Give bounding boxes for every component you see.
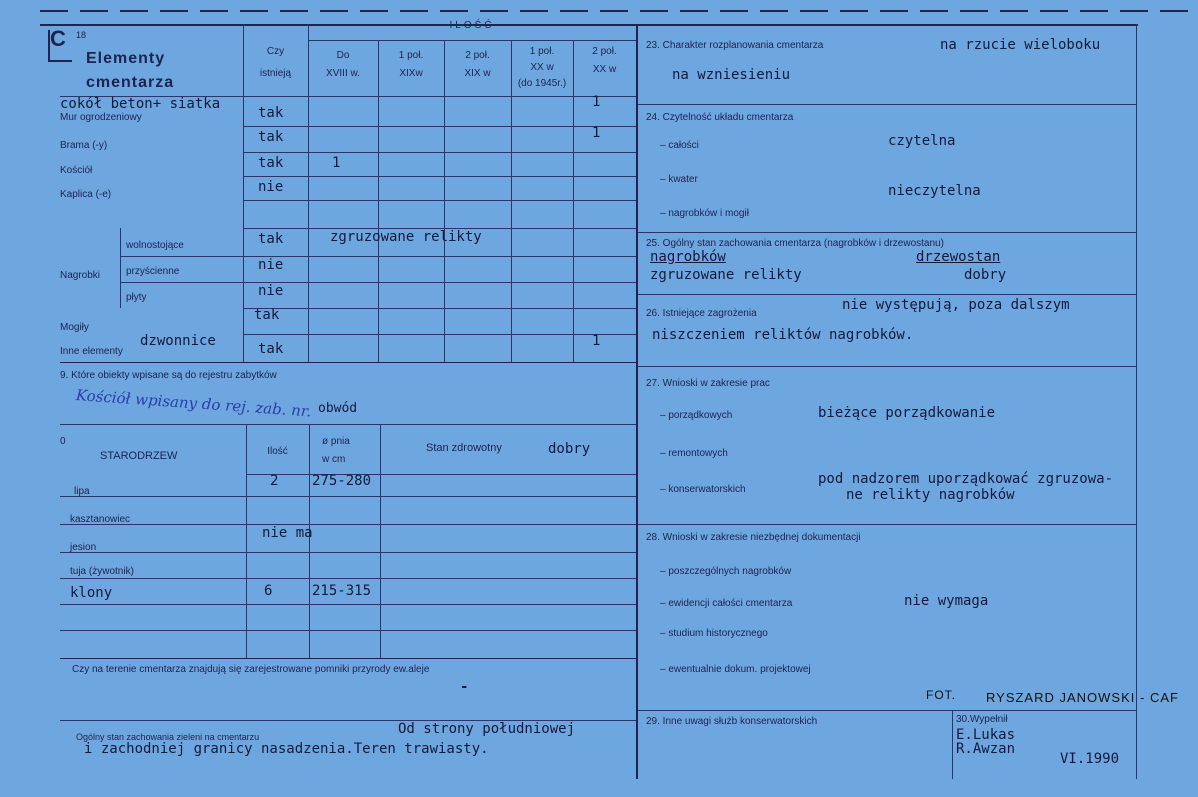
dash-segment bbox=[1120, 10, 1148, 12]
trees-row-line bbox=[60, 552, 636, 553]
trees-row-line bbox=[60, 630, 636, 631]
church-exists: tak bbox=[258, 155, 284, 171]
trees-section-no: 0 bbox=[60, 436, 66, 447]
trees-title: STARODRZEW bbox=[100, 450, 178, 462]
dash-segment bbox=[400, 10, 428, 12]
dash-segment bbox=[280, 10, 308, 12]
mogily-exists: tak bbox=[254, 307, 280, 323]
period-2-line2: XIXw bbox=[399, 68, 423, 79]
trees-health-value: dobry bbox=[548, 441, 591, 457]
q26-value-1: nie występują, poza dalszym bbox=[842, 297, 1070, 313]
trees-row-line bbox=[60, 604, 636, 605]
q27-conservation-value-2: ne relikty nagrobków bbox=[846, 487, 1015, 503]
trees-row-line bbox=[60, 496, 636, 497]
q28-evidence-value: nie wymaga bbox=[904, 593, 989, 609]
other-label: Inne elementy bbox=[60, 346, 123, 357]
period-3-line2: XIX w bbox=[464, 68, 491, 79]
period-4-line3: (do 1945r.) bbox=[517, 78, 567, 89]
dash-segment bbox=[160, 10, 188, 12]
period-4-line1: 1 poł. bbox=[529, 46, 555, 57]
register-handwritten: Kościół wpisany do rej. zab. nr. bbox=[75, 386, 312, 421]
greenery-label: Ogólny stan zachowania zieleni na cmentarzu bbox=[76, 732, 260, 742]
tree-qty-klony: 6 bbox=[264, 583, 273, 599]
mogily-label: Mogiły bbox=[60, 322, 89, 333]
greenery-value-1: Od strony południowej bbox=[398, 721, 576, 737]
period-5-line2: XX w bbox=[592, 64, 617, 75]
other-typed-label: dzwonnice bbox=[140, 333, 216, 349]
q24-graves-label: – nagrobków i mogił bbox=[660, 208, 749, 219]
trees-diam-header-2: w cm bbox=[322, 454, 346, 465]
grid-quantity-line bbox=[308, 40, 636, 41]
dash-segment bbox=[40, 10, 68, 12]
tree-name-klony: klony bbox=[70, 585, 113, 601]
trees-bottom-line bbox=[60, 658, 636, 659]
wall-label: Mur ogrodzeniowy bbox=[60, 112, 142, 123]
dash-segment bbox=[680, 10, 708, 12]
church-count: 1 bbox=[332, 155, 341, 171]
trees-top-line bbox=[60, 424, 636, 425]
graves-free-exists: tak bbox=[258, 231, 284, 247]
chapel-exists: nie bbox=[258, 179, 284, 195]
corner-letter: C bbox=[50, 26, 67, 51]
q26-value-2: niszczeniem reliktów nagrobków. bbox=[652, 327, 914, 343]
trees-row-line bbox=[246, 474, 636, 475]
graves-free-note: zgruzowane relikty bbox=[330, 229, 482, 245]
grid-row-line bbox=[120, 256, 636, 257]
period-5-line1: 2 poł. bbox=[592, 46, 617, 57]
dash-segment bbox=[320, 10, 348, 12]
q29-label: 29. Inne uwagi służb konserwatorskich bbox=[646, 716, 818, 727]
dash-segment bbox=[640, 10, 668, 12]
dash-segment bbox=[840, 10, 868, 12]
period-3-line1: 2 poł. bbox=[465, 50, 490, 61]
right-sep-24 bbox=[638, 232, 1136, 233]
q28-project-label: – ewentualnie dokum. projektowej bbox=[660, 664, 811, 675]
dash-segment bbox=[520, 10, 548, 12]
dash-segment bbox=[1160, 10, 1188, 12]
q27-conservation-label: – konserwatorskich bbox=[660, 484, 746, 495]
page-number: 18 bbox=[76, 30, 87, 40]
grid-row-line bbox=[243, 334, 636, 335]
graves-slab-label: płyty bbox=[126, 292, 147, 303]
elements-title-1: Elementy bbox=[86, 50, 166, 67]
exists-header-2: istnieją bbox=[259, 68, 292, 79]
card-right-border bbox=[1136, 24, 1137, 779]
right-sep-28 bbox=[638, 710, 1136, 711]
grid-row-line bbox=[243, 152, 636, 153]
grid-graves-sub-col bbox=[120, 228, 121, 308]
q27-repair-label: – remontowych bbox=[660, 448, 728, 459]
wall-count: 1 bbox=[592, 94, 601, 110]
right-col-30 bbox=[952, 710, 953, 779]
tree-name-lipa: lipa bbox=[74, 486, 90, 497]
period-1-line2: XVIII w. bbox=[326, 68, 360, 79]
trees-diam-header-1: ø pnia bbox=[322, 436, 350, 447]
graves-wall-label: przyścienne bbox=[126, 266, 180, 277]
period-1-line1: Do bbox=[336, 50, 350, 61]
exists-header-1: Czy bbox=[266, 46, 285, 57]
grid-row-line bbox=[243, 176, 636, 177]
trees-col-qty bbox=[246, 424, 247, 658]
register-question: 9. Które obiekty wpisane są do rejestru zabytków bbox=[60, 370, 277, 381]
q24-whole-value: czytelna bbox=[888, 133, 956, 149]
tree-name-tuja: tuja (żywotnik) bbox=[70, 566, 134, 577]
graves-free-label: wolnostojące bbox=[126, 240, 184, 251]
q24-quarters-value: nieczytelna bbox=[888, 183, 981, 199]
church-label: Kościół bbox=[60, 165, 93, 176]
right-sep-23 bbox=[638, 104, 1136, 105]
graves-wall-exists: nie bbox=[258, 257, 284, 273]
q28-graves-label: – poszczególnych nagrobków bbox=[660, 566, 792, 577]
trees-circumference: obwód bbox=[318, 401, 358, 416]
dash-segment bbox=[960, 10, 988, 12]
photo-credit: RYSZARD JANOWSKI - CAF bbox=[986, 690, 1179, 705]
q30-name-2: R.Awzan bbox=[956, 741, 1016, 757]
q28-evidence-label: – ewidencji całości cmentarza bbox=[660, 598, 793, 609]
tree-qty-lipa: 2 bbox=[270, 473, 279, 489]
tree-diam-lipa: 275-280 bbox=[312, 473, 372, 489]
dash-segment bbox=[360, 10, 388, 12]
q28-history-label: – studium historycznego bbox=[660, 628, 768, 639]
grid-row-line bbox=[243, 126, 636, 127]
dash-segment bbox=[760, 10, 788, 12]
photo-prefix: FOT. bbox=[926, 688, 956, 702]
wall-exists: tak bbox=[258, 105, 284, 121]
right-sep-26 bbox=[638, 366, 1136, 367]
dash-segment bbox=[80, 10, 108, 12]
dash-segment bbox=[1040, 10, 1068, 12]
dash-segment bbox=[800, 10, 828, 12]
dash-segment bbox=[120, 10, 148, 12]
q27-label: 27. Wnioski w zakresie prac bbox=[646, 378, 770, 389]
grid-row-line bbox=[120, 282, 636, 283]
q27-conservation-value-1: pod nadzorem uporządkować zgruzowa- bbox=[818, 471, 1114, 487]
q24-whole-label: – całości bbox=[660, 140, 699, 151]
q25-graves-value: zgruzowane relikty bbox=[650, 267, 802, 283]
right-sep-25 bbox=[638, 294, 1136, 295]
elements-title-2: cmentarza bbox=[86, 74, 175, 91]
other-exists: tak bbox=[258, 341, 284, 357]
q25-trees-value: dobry bbox=[964, 267, 1007, 283]
wall-typed-label: cokół beton+ siatka bbox=[60, 96, 221, 112]
period-2-line1: 1 poł. bbox=[398, 50, 424, 61]
other-count: 1 bbox=[592, 333, 601, 349]
q30-date: VI.1990 bbox=[1060, 751, 1120, 767]
q30-label: 30.Wypełnił bbox=[956, 714, 1008, 725]
trees-row-line bbox=[60, 524, 636, 525]
chapel-label: Kaplica (-e) bbox=[60, 189, 112, 200]
gate-count: 1 bbox=[592, 125, 601, 141]
greenery-value-2: i zachodniej granicy nasadzenia.Teren trawiasty. bbox=[84, 741, 489, 757]
q24-label: 24. Czytelność układu cmentarza bbox=[646, 112, 794, 123]
trees-qty-header: Ilość bbox=[267, 446, 288, 457]
grid-table-bottom bbox=[60, 362, 636, 363]
grid-row-line bbox=[243, 308, 636, 309]
q30-name-1: E.Lukas bbox=[956, 727, 1016, 743]
nature-question: Czy na terenie cmentarza znajdują się zarejestrowane pomniki przyrody ew.aleje bbox=[72, 664, 430, 675]
dash-segment bbox=[440, 10, 468, 12]
q25-label: 25. Ogólny stan zachowania cmentarza (nagrobków i drzewostanu) bbox=[646, 238, 944, 249]
q25-trees-head: drzewostan bbox=[916, 249, 1001, 265]
dash-segment bbox=[720, 10, 748, 12]
q27-cleanup-value: bieżące porządkowanie bbox=[818, 405, 996, 421]
grid-row-line bbox=[243, 200, 636, 201]
dash-segment bbox=[1000, 10, 1028, 12]
q23-value-1: na rzucie wieloboku bbox=[940, 37, 1101, 53]
trees-health-header: Stan zdrowotny bbox=[426, 442, 502, 454]
q26-label: 26. Istniejące zagrożenia bbox=[646, 308, 757, 319]
trees-row-line bbox=[60, 578, 636, 579]
q27-cleanup-label: – porządkowych bbox=[660, 410, 733, 421]
q23-value-2: na wzniesieniu bbox=[672, 67, 791, 83]
q24-quarters-label: – kwater bbox=[660, 174, 698, 185]
graves-slab-exists: nie bbox=[258, 283, 284, 299]
quantity-header: ILOŚĆ bbox=[449, 20, 495, 31]
dash-segment bbox=[1080, 10, 1108, 12]
dash-segment bbox=[240, 10, 268, 12]
dash-segment bbox=[480, 10, 508, 12]
gate-exists: tak bbox=[258, 129, 284, 145]
right-sep-27 bbox=[638, 524, 1136, 525]
q28-label: 28. Wnioski w zakresie niezbędnej dokumentacji bbox=[646, 532, 861, 543]
nature-value: - bbox=[460, 679, 469, 695]
tree-name-kasztanowiec: kasztanowiec bbox=[70, 514, 131, 525]
grid-col-p5 bbox=[573, 40, 574, 362]
q23-label: 23. Charakter rozplanowania cmentarza bbox=[646, 40, 824, 51]
dash-segment bbox=[880, 10, 908, 12]
tree-qty-jesion: nie ma bbox=[262, 525, 313, 541]
grid-col-p2 bbox=[378, 40, 379, 362]
tree-diam-klony: 215-315 bbox=[312, 583, 372, 599]
dash-segment bbox=[560, 10, 588, 12]
center-divider bbox=[636, 24, 638, 779]
dash-segment bbox=[200, 10, 228, 12]
q25-graves-head: nagrobków bbox=[650, 249, 726, 265]
gate-label: Brama (-y) bbox=[60, 140, 108, 151]
dash-segment bbox=[920, 10, 948, 12]
dash-segment bbox=[600, 10, 628, 12]
grid-col-p3 bbox=[444, 40, 445, 362]
tree-name-jesion: jesion bbox=[70, 542, 97, 553]
trees-col-health bbox=[380, 424, 381, 658]
period-4-line2: XX w bbox=[530, 62, 554, 73]
graves-label: Nagrobki bbox=[60, 270, 101, 281]
